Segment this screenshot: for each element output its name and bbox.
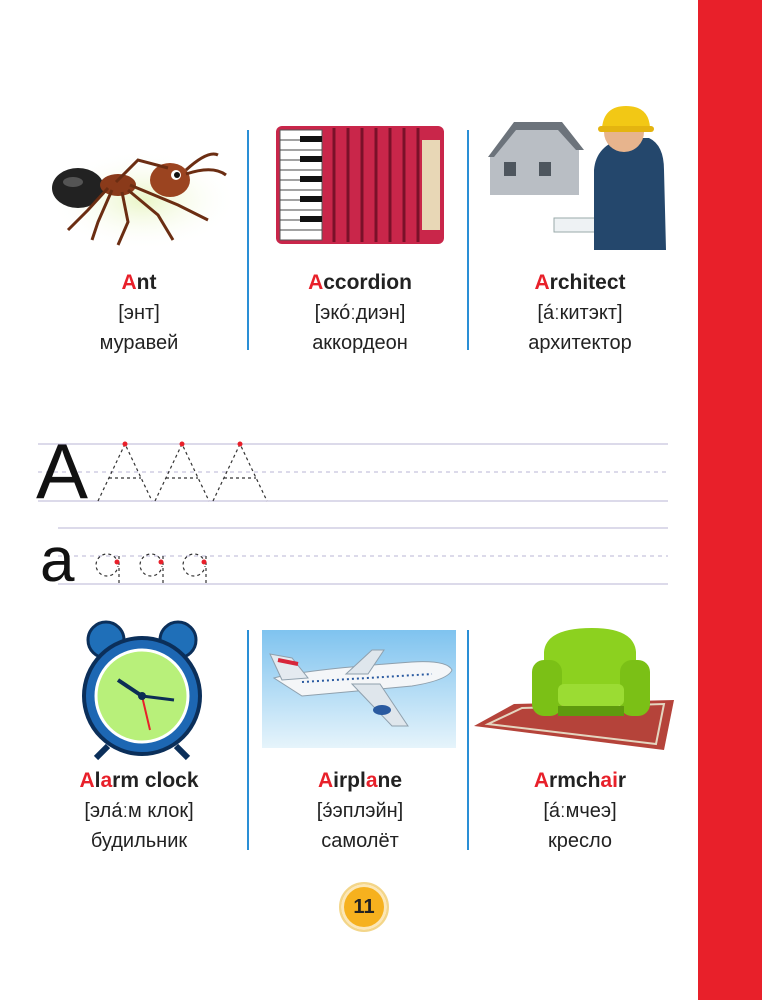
translation-airplane: самолёт <box>321 830 399 852</box>
word-architect: Architect <box>534 271 626 294</box>
armchair-icon <box>474 622 680 752</box>
transcription-armchair: [áːмчеэ] <box>543 800 617 822</box>
tracing-letter-a <box>140 554 163 584</box>
column-divider <box>467 630 469 850</box>
word-ant: Ant <box>121 271 157 294</box>
word-part: rmch <box>549 769 601 792</box>
word-accordion: Accordion <box>308 271 412 294</box>
transcription-airplane: [э́эплэйн] <box>316 800 404 822</box>
word-airplane: Airplane <box>317 769 403 792</box>
letter-lower-a: a <box>40 526 75 595</box>
card-alarm-clock <box>29 768 249 856</box>
transcription-ant: [энт] <box>118 302 160 324</box>
airplane-icon <box>262 630 456 748</box>
translation-accordion: аккордеон <box>312 332 408 354</box>
translation-ant: муравей <box>99 332 179 354</box>
translation-architect: архитектор <box>528 332 632 354</box>
transcription-accordion: [экóːдиэн] <box>314 302 406 324</box>
transcription-alarm-clock: [эла́ːм клок] <box>84 800 194 822</box>
letter-upper-A: A <box>36 427 89 515</box>
card-armchair <box>470 768 690 856</box>
page-number-badge: 11 <box>339 882 389 932</box>
card-airplane <box>250 768 470 856</box>
tracing-letter-a <box>183 554 206 584</box>
word-part: l <box>94 769 101 792</box>
alarm-clock-icon <box>68 618 216 762</box>
translation-armchair: кресло <box>547 830 612 852</box>
word-alarm-clock: Alarm clock <box>79 769 199 792</box>
word-armchair: Armchair <box>533 769 627 792</box>
red-side-strip <box>698 0 762 1000</box>
word-part: irpl <box>333 769 366 792</box>
tracing-letter-a <box>96 554 119 584</box>
translation-alarm-clock: будильник <box>90 830 188 852</box>
column-divider <box>247 630 249 850</box>
transcription-architect: [áːкитэкт] <box>537 302 623 324</box>
